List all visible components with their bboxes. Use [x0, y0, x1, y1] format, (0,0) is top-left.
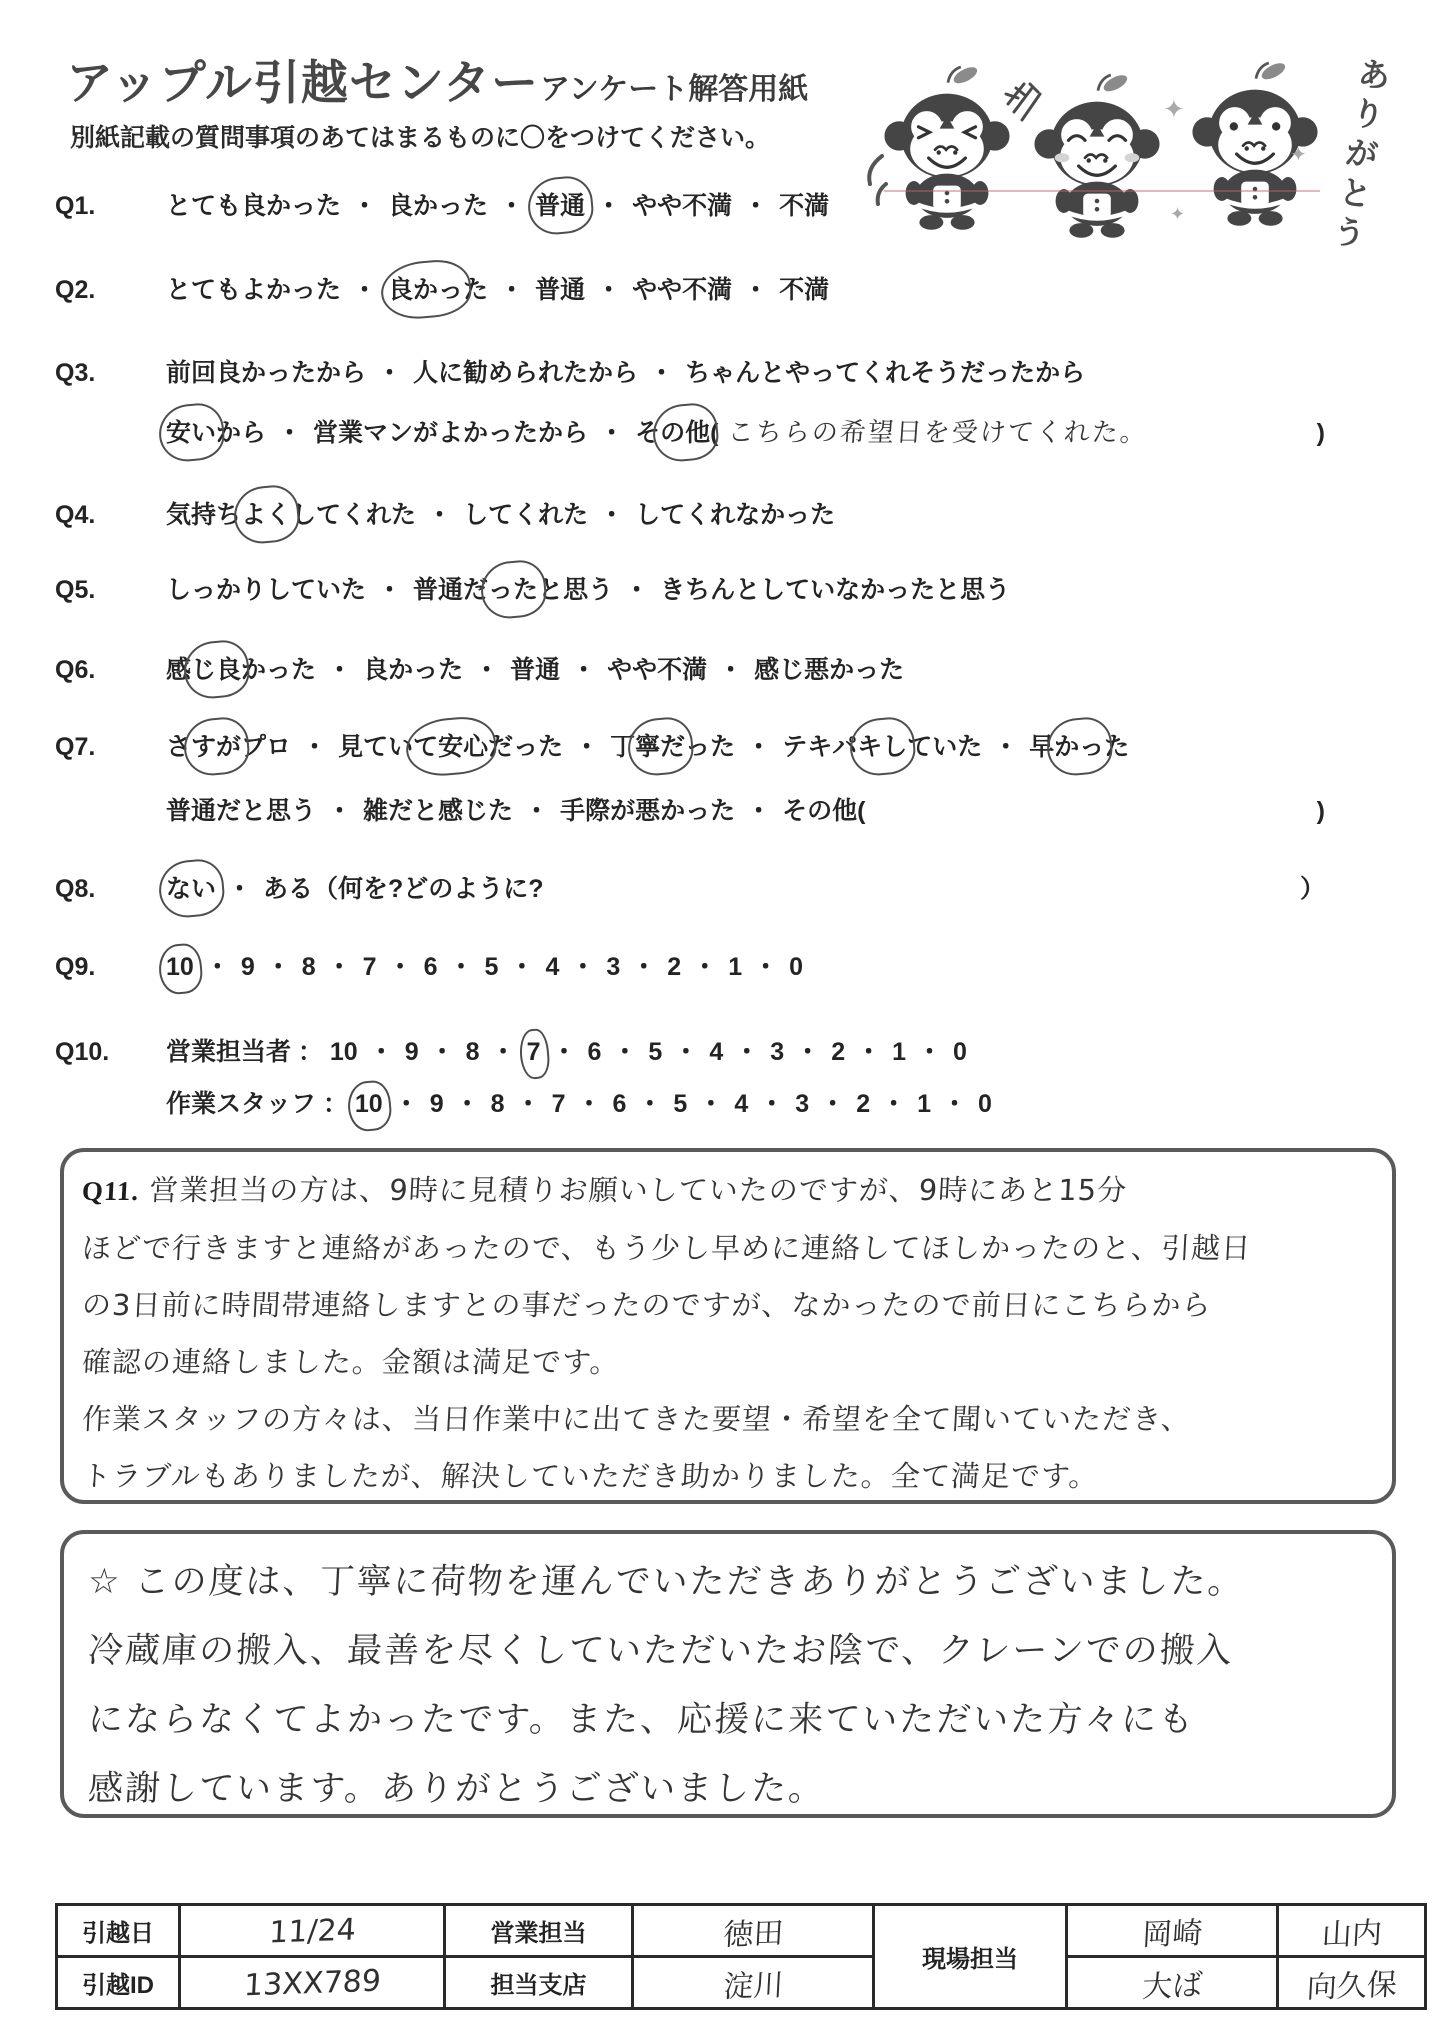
option-separator: ・	[881, 1090, 907, 1118]
answer-option	[166, 186, 341, 222]
option-text: やや不満	[632, 276, 733, 304]
option-text: とても良かった	[166, 192, 342, 220]
question-row	[55, 412, 1325, 449]
answer-option	[166, 953, 194, 982]
handwritten-line: にならなくてよかったです。また、応援に来ていただいた方々にも	[86, 1700, 1197, 1740]
option-separator: ・	[524, 797, 550, 825]
option-separator: ・	[698, 1090, 724, 1118]
option-text: 4	[709, 1038, 724, 1066]
q11-response-box	[60, 1148, 1396, 1504]
option-separator: ・	[856, 1038, 882, 1066]
option-text: 8	[301, 953, 316, 981]
option-text: 不満	[779, 276, 830, 304]
answer-option	[527, 1038, 541, 1067]
option-text: テキパ	[782, 733, 858, 761]
handwritten-line: 作業スタッフの方々は、当日作業中に出てきた要望・希望を全て聞いていただき、	[81, 1402, 1192, 1436]
answer-option	[313, 413, 588, 449]
answer-options	[166, 186, 1325, 222]
answer-option	[610, 727, 735, 763]
option-text: 丁	[610, 733, 636, 761]
answer-option	[535, 186, 585, 222]
answer-option	[667, 953, 681, 982]
option-text: 9	[240, 953, 255, 981]
option-separator: ・	[499, 192, 525, 220]
brand-title: アップル引越センター	[66, 56, 539, 109]
option-separator: ・	[576, 1090, 602, 1118]
option-separator: ・	[718, 656, 744, 684]
label-move-id: 引越ID	[57, 1957, 180, 2009]
answer-option	[588, 1038, 602, 1067]
option-text: 人に勧められたから	[413, 359, 639, 387]
option-separator: ・	[352, 276, 378, 304]
option-text: 0	[978, 1090, 992, 1118]
value-branch: 淀川	[631, 1952, 875, 2012]
handwritten-line: トラブルもありましたが、解決していただき助かりました。全て満足です。	[81, 1459, 1100, 1493]
option-separator: ・	[377, 359, 403, 387]
option-text: た	[1104, 733, 1130, 761]
question-number: Q9.	[55, 953, 96, 981]
question-row	[55, 650, 1325, 686]
answer-option	[770, 1038, 784, 1067]
value-sales-rep: 徳田	[631, 1900, 875, 1960]
option-text: 3	[606, 953, 621, 981]
table-row	[57, 1905, 1426, 1957]
option-separator: ・	[277, 419, 303, 447]
circle-mark: 良かっ	[388, 270, 463, 306]
answer-option	[463, 495, 588, 531]
circle-mark: 7	[526, 1038, 541, 1066]
answer-option	[166, 869, 216, 905]
option-text: 雑だと感じた	[363, 797, 514, 825]
answer-option	[953, 1038, 967, 1067]
question-row	[55, 947, 1325, 983]
question-number: Q11.	[81, 1176, 141, 1206]
label-site-staff: 現場担当	[874, 1905, 1067, 2009]
option-text: してくれた	[291, 501, 417, 529]
handwritten-line: 感謝しています。ありがとうございました。	[86, 1769, 827, 1809]
option-text: った	[685, 733, 736, 761]
option-separator: ・	[795, 1038, 821, 1066]
option-separator: ・	[673, 1038, 699, 1066]
circle-mark: 寧だ	[635, 727, 685, 763]
handwritten-text: 営業担当の方は、9時に見積りお願いしていたのですが、9時にあと15分	[148, 1173, 1129, 1207]
option-separator: ・	[429, 1038, 455, 1066]
option-separator: ・	[734, 1038, 760, 1066]
answer-option	[632, 270, 732, 306]
answer-option	[363, 953, 377, 982]
option-text: 普通だと思う	[166, 797, 317, 825]
answer-option	[166, 495, 416, 531]
answer-option	[424, 953, 438, 982]
option-text: 感じ悪かった	[754, 656, 905, 684]
circle-mark: った	[488, 570, 538, 606]
option-separator: ・	[490, 1038, 516, 1066]
option-text: 5	[648, 1038, 663, 1066]
option-separator: ・	[227, 875, 253, 903]
option-separator: ・	[499, 276, 525, 304]
option-text: 8	[465, 1038, 480, 1066]
answer-option	[892, 1038, 906, 1067]
form-title: アンケート解答用紙	[540, 73, 809, 106]
option-separator: ・	[327, 797, 353, 825]
sparkle-icon: ✦	[1163, 94, 1185, 124]
question-row	[55, 186, 1325, 222]
thanks-vertical-text: ありがとう	[1324, 54, 1395, 258]
option-text: 0	[953, 1038, 967, 1066]
handwritten-line: 冷蔵庫の搬入、最善を尽くしていただいたお陰で、クレーンでの搬入	[86, 1631, 1235, 1671]
answer-option	[166, 353, 366, 389]
handwritten-line: ほどで行きますと連絡があったので、もう少し早めに連絡してほしかったのと、引越日	[81, 1231, 1253, 1265]
option-text: 7	[551, 1090, 566, 1118]
answer-option	[978, 1090, 992, 1119]
question-row	[55, 570, 1325, 606]
handwritten-answer: こちらの希望日を受けてくれた。	[727, 418, 1150, 448]
option-text: ちゃんとやってくれそうだったから	[685, 359, 1086, 387]
question-row	[55, 1032, 1325, 1068]
option-text: 1	[892, 1038, 907, 1066]
answer-option	[302, 953, 316, 982]
option-separator: ・	[427, 501, 453, 529]
answer-option	[241, 953, 255, 982]
option-text: 6	[423, 953, 438, 981]
option-text: 前回良かったから	[166, 359, 367, 387]
option-text: そ	[635, 419, 661, 447]
answer-option	[648, 1038, 662, 1067]
sparkle-icon: ✦	[1290, 144, 1307, 166]
option-separator: ・	[612, 1038, 638, 1066]
option-text: 8	[490, 1090, 505, 1118]
answer-option	[660, 570, 1010, 606]
option-text: 1	[917, 1090, 932, 1118]
answer-options	[166, 495, 1325, 531]
answer-option	[545, 953, 559, 982]
option-text: だった	[488, 733, 564, 761]
answer-option	[734, 1090, 748, 1119]
option-separator: ・	[387, 953, 413, 981]
printed-text: )	[1316, 419, 1325, 447]
answer-option	[673, 1090, 687, 1119]
answer-options	[166, 270, 1325, 306]
answer-option	[831, 1038, 845, 1067]
question-row	[55, 869, 1325, 905]
answer-options	[166, 947, 1325, 983]
option-text: 6	[612, 1090, 627, 1118]
option-separator: ・	[993, 733, 1019, 761]
option-text: 2	[831, 1038, 846, 1066]
instruction-text: 別紙記載の質問事項のあてはまるものに〇をつけてください。	[70, 124, 771, 152]
option-separator: ・	[265, 953, 291, 981]
option-separator: ・	[599, 419, 625, 447]
answer-options	[166, 869, 1325, 905]
option-text: 見てい	[338, 733, 414, 761]
option-text: 良かった	[388, 192, 489, 220]
table-row	[57, 1957, 1426, 2009]
label-move-date: 引越日	[57, 1905, 180, 1957]
option-text: さ	[166, 733, 192, 761]
answer-option	[388, 270, 488, 306]
option-separator: ・	[753, 953, 779, 981]
option-separator: ・	[743, 276, 769, 304]
answer-options	[166, 412, 1325, 449]
option-text: 4	[545, 953, 560, 981]
staff-info-table	[55, 1903, 1427, 2010]
circle-mark: キし	[857, 727, 907, 763]
option-text: きちんとしていなかったと思う	[660, 576, 1011, 604]
option-separator: ・	[327, 656, 353, 684]
option-separator: ・	[631, 953, 657, 981]
question-number: Q5.	[55, 576, 96, 604]
option-separator: ・	[942, 1090, 968, 1118]
option-separator: ・	[820, 1090, 846, 1118]
printed-text: )	[1316, 797, 1325, 825]
printed-text: 営業担当者 ：	[166, 1038, 330, 1066]
option-text: と思う	[538, 576, 614, 604]
handwritten-line	[80, 1162, 1371, 1220]
option-text: 0	[789, 953, 804, 981]
answer-options	[166, 1032, 1325, 1068]
option-separator: ・	[352, 192, 378, 220]
value-move-id: 13XX789	[178, 1952, 446, 2013]
option-text: 早	[1029, 733, 1055, 761]
answer-option	[166, 650, 316, 686]
option-text: 普通	[535, 276, 586, 304]
option-text: た	[463, 276, 489, 304]
question-number: Q8.	[55, 875, 96, 903]
answer-option	[856, 1090, 870, 1119]
option-separator: ・	[746, 797, 772, 825]
answer-option	[789, 953, 803, 982]
option-text: かった	[241, 656, 317, 684]
sparkle-icon: ✦	[1170, 204, 1186, 224]
option-text: 9	[404, 1038, 419, 1066]
option-text: 4	[734, 1090, 749, 1118]
answer-option	[552, 1090, 566, 1119]
handwritten-line: ☆ この度は、丁寧に荷物を運んでいただきありがとうございました。	[86, 1562, 1246, 1602]
option-text: 10	[329, 1038, 358, 1066]
answer-option	[388, 186, 488, 222]
question-row	[55, 495, 1325, 531]
option-separator: ・	[204, 953, 230, 981]
option-text: やや不満	[632, 192, 733, 220]
option-text: 良かった	[363, 656, 464, 684]
answer-option	[782, 727, 982, 763]
option-separator: ・	[649, 359, 675, 387]
answer-options	[166, 727, 1325, 763]
handwritten-line: の3日前に時間帯連絡しますとの事だったのですが、なかったので前日にこちらから	[81, 1288, 1213, 1322]
option-text: プロ	[241, 733, 292, 761]
option-separator: ・	[570, 953, 596, 981]
value-move-date: 11/24	[178, 1900, 446, 1961]
option-separator: ・	[302, 733, 328, 761]
option-separator: ・	[377, 576, 403, 604]
answer-option	[635, 413, 718, 449]
answer-option	[779, 270, 829, 306]
mascot-group	[878, 46, 1348, 261]
answer-option	[728, 953, 742, 982]
answer-option	[466, 1038, 480, 1067]
answer-option	[485, 953, 499, 982]
circle-mark: よく	[241, 495, 291, 531]
option-separator: ・	[637, 1090, 663, 1118]
question-row	[55, 270, 1325, 306]
printed-text: ）	[1299, 875, 1325, 903]
option-text: 手際が悪かった	[560, 797, 736, 825]
circle-mark: すが	[191, 727, 241, 763]
option-separator: ・	[551, 1038, 577, 1066]
option-text: 6	[587, 1038, 602, 1066]
answer-option	[491, 1090, 505, 1119]
option-text: してくれた	[463, 501, 589, 529]
value-site-staff-1: 岡崎	[1065, 1901, 1279, 1960]
question-number: Q1.	[55, 192, 96, 220]
answer-options	[166, 353, 1325, 389]
option-separator: ・	[393, 1090, 419, 1118]
question-number: Q3.	[55, 359, 96, 387]
option-separator: ・	[454, 1090, 480, 1118]
option-text: 3	[770, 1038, 785, 1066]
option-separator: ・	[509, 953, 535, 981]
option-text: (	[710, 419, 719, 447]
question-number: Q10.	[55, 1038, 110, 1066]
answer-option	[613, 1090, 627, 1119]
answer-option	[560, 791, 735, 827]
value-site-staff-3: 大ば	[1065, 1953, 1279, 2012]
option-text: 気持ち	[166, 501, 242, 529]
option-separator: ・	[624, 576, 650, 604]
answer-option	[166, 413, 266, 449]
circle-mark: 安い	[166, 413, 216, 449]
answer-option	[405, 1038, 419, 1067]
printed-text: 作業スタッフ ：	[166, 1090, 355, 1118]
circle-mark: 10	[354, 1090, 383, 1118]
circle-mark: 10	[166, 953, 194, 981]
answer-option	[535, 270, 585, 306]
label-sales-rep: 営業担当	[445, 1905, 633, 1957]
option-text: 5	[484, 953, 499, 981]
option-text: してくれなかった	[635, 501, 836, 529]
option-text: しっかりしていた	[166, 576, 367, 604]
option-separator: ・	[448, 953, 474, 981]
option-separator: ・	[743, 192, 769, 220]
option-text: 2	[667, 953, 682, 981]
answer-option	[632, 186, 732, 222]
option-separator: ・	[368, 1038, 394, 1066]
label-branch: 担当支店	[445, 1957, 633, 2009]
value-site-staff-4: 向久保	[1276, 1954, 1427, 2011]
option-text: 9	[429, 1090, 444, 1118]
option-text: 7	[362, 953, 377, 981]
answer-option	[1029, 727, 1129, 763]
option-separator: ・	[596, 192, 622, 220]
answer-options	[166, 570, 1325, 606]
handwritten-line: 確認の連絡しました。金額は満足です。	[81, 1345, 621, 1379]
answer-option	[413, 353, 638, 389]
answer-option	[338, 727, 563, 763]
circle-mark: て安心	[413, 727, 488, 763]
answer-option	[709, 1038, 723, 1067]
option-separator: ・	[599, 501, 625, 529]
circle-mark: ない	[166, 869, 216, 905]
answer-option	[166, 270, 341, 306]
answer-option	[917, 1090, 931, 1119]
option-separator: ・	[326, 953, 352, 981]
printed-text: その他(	[782, 797, 866, 825]
answer-option	[635, 495, 835, 531]
value-site-staff-2: 山内	[1276, 1902, 1427, 1959]
answer-option	[330, 1038, 358, 1067]
answer-option	[355, 1090, 383, 1119]
option-text: 5	[673, 1090, 688, 1118]
question-number: Q2.	[55, 276, 96, 304]
option-separator: ・	[474, 656, 500, 684]
free-comment-box	[60, 1530, 1396, 1818]
answer-option	[510, 650, 560, 686]
option-text: 普通	[510, 656, 561, 684]
option-separator: ・	[596, 276, 622, 304]
answer-option	[607, 650, 707, 686]
answer-option	[166, 727, 291, 763]
option-text: から	[216, 419, 267, 447]
question-number: Q6.	[55, 656, 96, 684]
answer-option	[363, 791, 513, 827]
option-separator: ・	[515, 1090, 541, 1118]
option-text: 1	[728, 953, 743, 981]
option-text: 3	[795, 1090, 810, 1118]
answer-option	[779, 186, 829, 222]
question-row	[55, 727, 1325, 763]
question-number: Q4.	[55, 501, 96, 529]
answer-option	[795, 1090, 809, 1119]
printed-text: ある（何を?どのように?	[263, 875, 544, 903]
answer-option	[363, 650, 463, 686]
circle-mark: じ良	[191, 650, 241, 686]
option-separator: ・	[917, 1038, 943, 1066]
question-row	[55, 353, 1325, 389]
answer-options	[166, 791, 1325, 827]
answer-option	[413, 570, 613, 606]
option-text: やや不満	[607, 656, 708, 684]
option-separator: ・	[571, 656, 597, 684]
option-text: 感	[166, 656, 192, 684]
answer-option	[685, 353, 1085, 389]
question-row	[55, 1084, 1325, 1120]
circle-mark: かっ	[1054, 727, 1104, 763]
circle-mark: の他	[660, 413, 710, 449]
option-text: 営業マンがよかったから	[313, 419, 589, 447]
option-separator: ・	[746, 733, 772, 761]
answer-option	[430, 1090, 444, 1119]
circle-mark: 普通	[535, 186, 585, 222]
answer-options	[166, 650, 1325, 686]
answer-option	[754, 650, 904, 686]
option-text: ていた	[907, 733, 983, 761]
answer-option	[166, 791, 316, 827]
answer-option	[606, 953, 620, 982]
option-text: 不満	[779, 192, 830, 220]
answer-options	[166, 1084, 1325, 1120]
question-number: Q7.	[55, 733, 96, 761]
option-separator: ・	[692, 953, 718, 981]
option-separator: ・	[759, 1090, 785, 1118]
option-text: とてもよかった	[166, 276, 342, 304]
question-row	[55, 791, 1325, 827]
option-text: 普通だ	[413, 576, 489, 604]
answer-option	[166, 570, 366, 606]
option-separator: ・	[574, 733, 600, 761]
option-text: 2	[856, 1090, 871, 1118]
